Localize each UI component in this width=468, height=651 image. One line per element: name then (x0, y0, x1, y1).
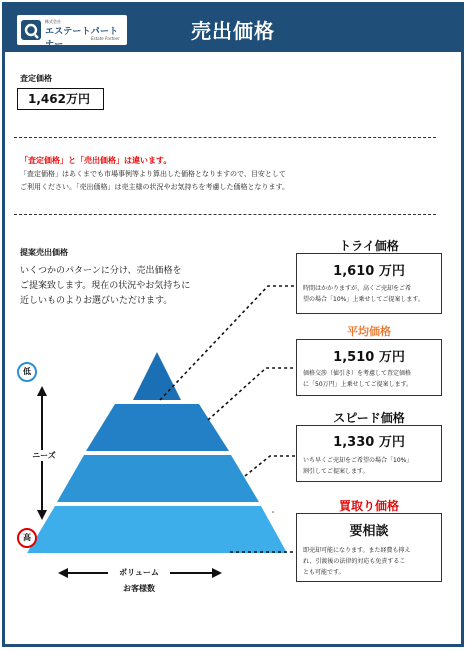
logo-main-text: エステートパートナー (45, 27, 119, 50)
tier-try-heading: トライ価格 (339, 239, 399, 253)
assessment-label: 査定価格 (20, 74, 52, 83)
tier-buyout-box (296, 513, 442, 582)
pyramid-tier-average (86, 404, 229, 451)
tier-buyout-heading: 買取り価格 (338, 499, 399, 513)
proposal-line-3: 近しいものよりお選びいただけます。 (20, 296, 173, 306)
connector-average (208, 368, 296, 420)
volume-arrow-right-icon (212, 568, 222, 578)
tier-buyout-desc-2: れ、引渡後の法律的対応も免責するこ (303, 558, 406, 565)
tier-speed-desc-1: いち早くご売却をご希望の場合「10%」 (303, 457, 413, 464)
tier-average-price: 1,510 万円 (333, 350, 405, 365)
pyramid-tier-try (133, 352, 181, 400)
volume-label: ボリューム (108, 567, 170, 578)
tier-buyout-price: 要相談 (349, 524, 389, 539)
notice-line-2: ご利用ください。「売出価格」は売主様の状況やお気持ちを考慮した価格となります。 (20, 183, 289, 191)
volume-arrow-left-icon (58, 568, 68, 578)
pyramid-tier-buyout (27, 506, 287, 553)
logo-small-text: 株式会社 (45, 19, 61, 24)
proposal-line-1: いくつかのパターンに分け、売出価格を (20, 266, 182, 276)
notice-heading: 「査定価格」と「売出価格」は違います。 (20, 156, 172, 165)
needs-label: ニーズ (30, 450, 58, 461)
logo-sub-text: Estate Partner (91, 36, 120, 41)
tier-try-desc-1: 時間はかかりますが、高くご売却をご希 (303, 285, 412, 292)
tier-speed-price: 1,330 万円 (333, 435, 405, 450)
tier-buyout-desc-1: 即売却可能になります。また経費も抑え (303, 547, 411, 554)
pyramid-tier-speed (57, 455, 259, 502)
tier-try-desc-2: 望の場合「10%」上乗せしてご提案します。 (303, 296, 424, 303)
proposal-title: 提案売出価格 (20, 248, 68, 257)
page-title: 売出価格 (191, 19, 275, 43)
tier-speed-box (296, 425, 442, 482)
tier-average-desc-1: 価格交渉（値引き）を考慮して査定価格 (303, 370, 412, 377)
tier-average-box (296, 339, 442, 396)
needs-arrow-up-icon (37, 386, 47, 396)
connector-try (160, 286, 296, 400)
connector-speed (245, 456, 296, 476)
needs-arrow-down-icon (37, 510, 47, 520)
proposal-line-2: ご提案致します。現在の状況やお気持ちに (20, 281, 191, 291)
tier-speed-desc-2: 割引してご提案します。 (303, 468, 369, 475)
notice-line-1: 「査定価格」はあくまでも市場事例等より算出した価格となりますので、目安として (20, 170, 286, 178)
tier-average-heading: 平均価格 (347, 325, 391, 338)
low-label: 低 (23, 367, 31, 376)
tier-buyout-desc-3: とも可能です。 (303, 569, 345, 576)
tier-average-desc-2: に「50万円」上乗せしてご提案します。 (303, 381, 413, 388)
tier-try-price: 1,610 万円 (333, 264, 405, 279)
tier-speed-heading: スピード価格 (333, 411, 405, 425)
high-label: 高 (23, 533, 31, 542)
customers-label: お客様数 (123, 584, 155, 593)
tier-try-box (296, 253, 442, 314)
assessment-price-box: 1,462万円 (17, 88, 104, 110)
